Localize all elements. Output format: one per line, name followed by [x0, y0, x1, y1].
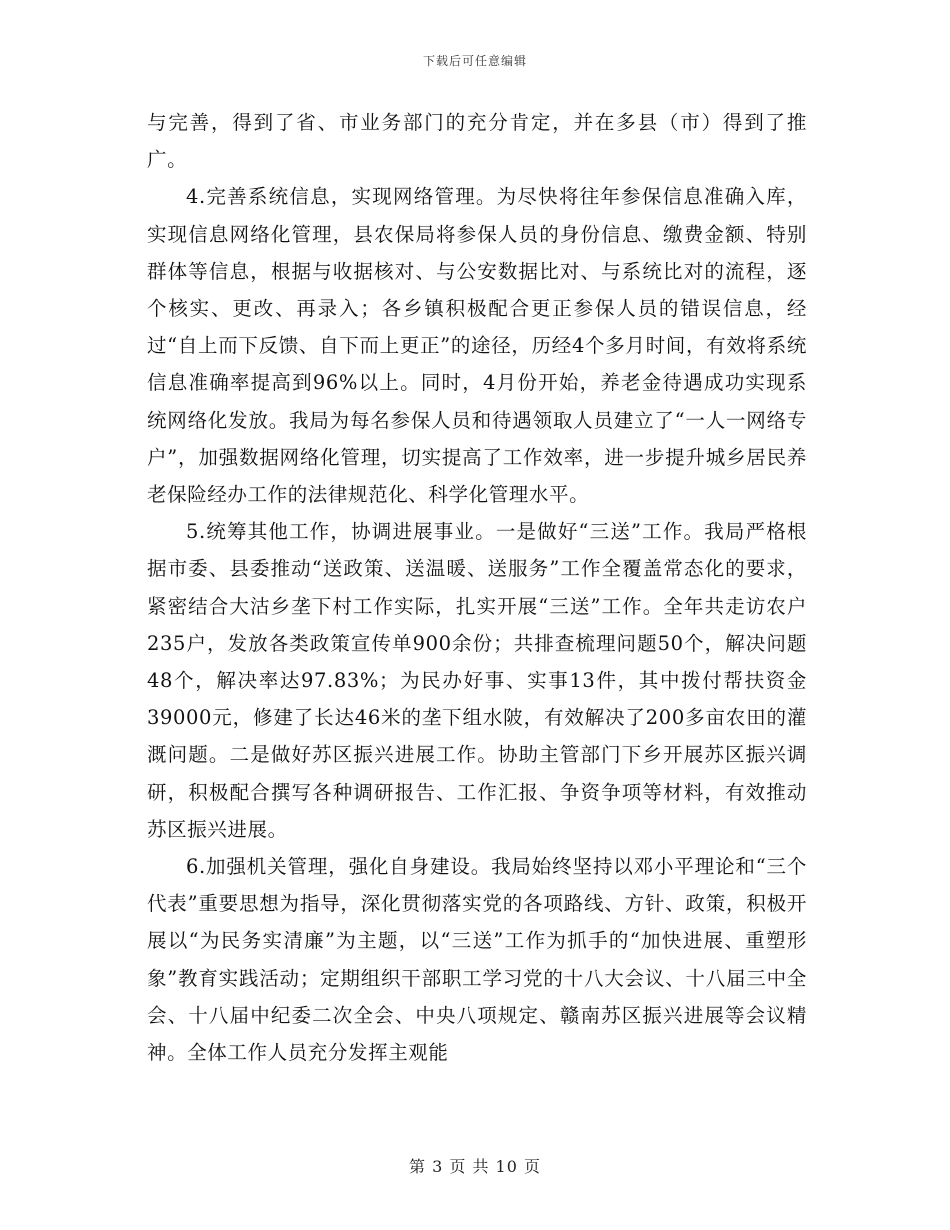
paragraph-item-4: 4.完善系统信息，实现网络管理。为尽快将往年参保信息准确入库，实现信息网络化管理，县农保局将参保人员的身份信息、缴费金额、特别群体等信息，根据与收据核对、与公安数据比对、与系统比对的流程，逐个核实、更改、再录入；各乡镇积极配合更正参保人员的错误信息，经过“自上而下反馈、自下而上更正”的途径，历经4个多月时间，有效将系统信息准确率提高到96%以上。同时，4月份开始，养老金待遇成功实现系统网络化发放。我局为每名参保人员和待遇领取人员建立了“一人一网络专户”，加强数据网络化管理，切实提高了工作效率，进一步提升城乡居民养老保险经办工作的法律规范化、科学化管理水平。	[147, 185, 807, 507]
paragraph-item-6: 6.加强机关管理，强化自身建设。我局始终坚持以邓小平理论和“三个代表”重要思想为指导，深化贯彻落实党的各项路线、方针、政策，积极开展以“为民务实清廉”为主题，以“三送”工作为抓手的“加快进展、重塑形象”教育实践活动；定期组织干部职工学习党的十八大会议、十八届三中全会、十八届中纪委二次全会、中央八项规定、赣南苏区振兴进展等会议精神。全体工作人员充分发挥主观能	[147, 855, 807, 1065]
paragraph-item-5: 5.统筹其他工作，协调进展事业。一是做好“三送”工作。我局严格根据市委、县委推动“送政策、送温暖、送服务”工作全覆盖常态化的要求，紧密结合大沽乡垄下村工作实际，扎实开展“三送”工作。全年共走访农户235户，发放各类政策宣传单900余份；共排查梳理问题50个，解决问题48个，解决率达97.83%；为民办好事、实事13件，其中拨付帮扶资金39000元，修建了长达46米的垄下组水陂，有效解决了200多亩农田的灌溉问题。二是做好苏区振兴进展工作。协助主管部门下乡开展苏区振兴调研，积极配合撰写各种调研报告、工作汇报、争资争项等材料，有效推动苏区振兴进展。	[147, 520, 807, 841]
paragraph-continuation: 与完善，得到了省、市业务部门的充分肯定，并在多县（市）得到了推广。	[147, 111, 807, 172]
page-number-footer: 第 3 页 共 10 页	[409, 1157, 541, 1176]
page-header-note: 下载后可任意编辑	[422, 54, 527, 68]
document-body	[147, 104, 807, 1071]
